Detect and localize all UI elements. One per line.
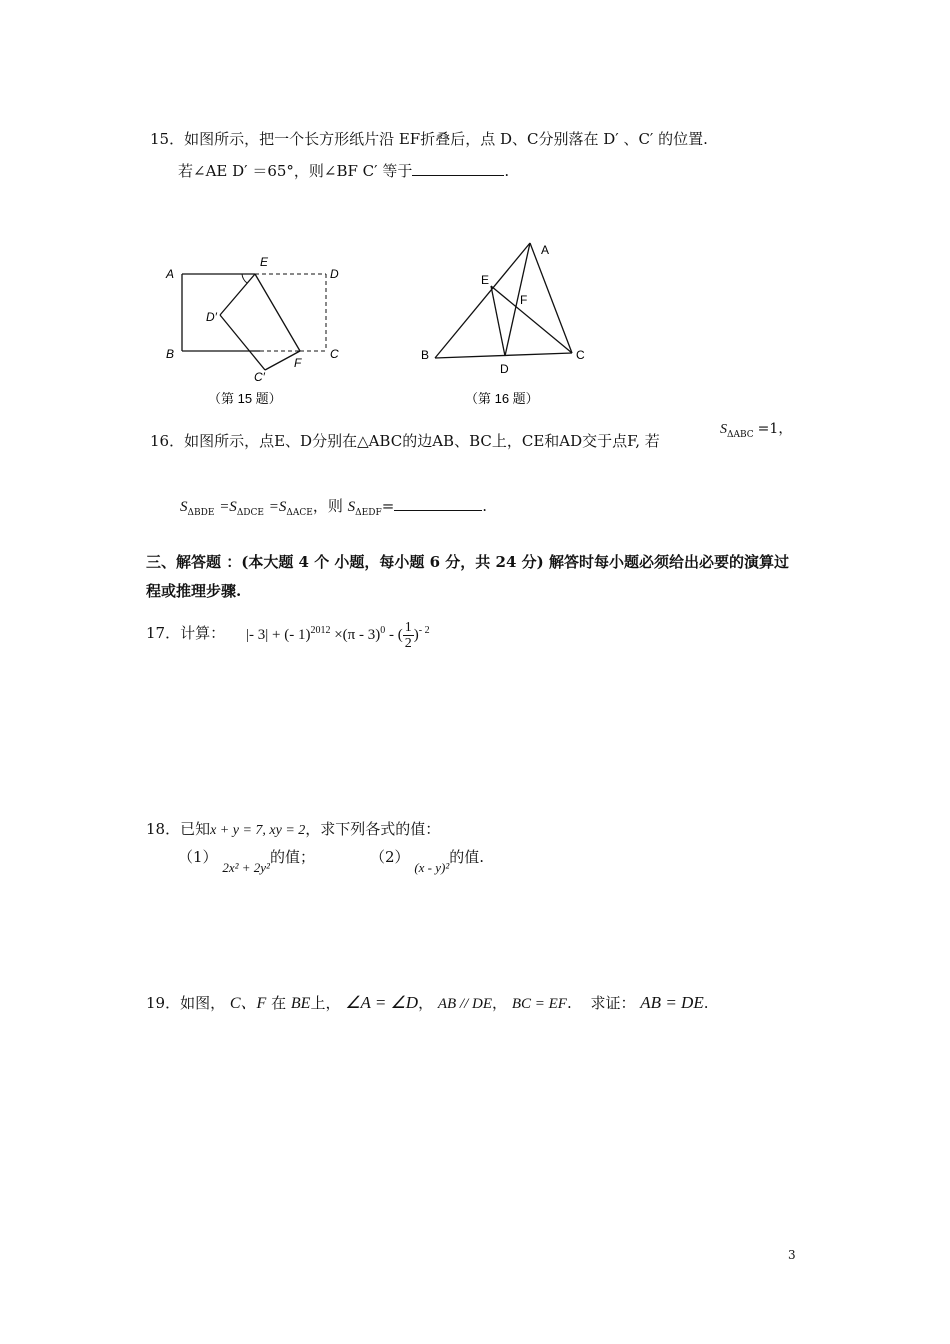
fig15-angle-arc	[242, 274, 247, 283]
q18-line1	[146, 818, 440, 839]
q15-answer-blank	[412, 161, 504, 176]
q19-sep1: ，	[418, 994, 434, 1012]
q19-label: 19．如图，	[146, 994, 226, 1012]
fig16-label-b: B	[421, 348, 430, 362]
q16-line2	[180, 495, 487, 518]
fig15-label-f: F	[294, 356, 302, 370]
fig16-edge-ac	[530, 243, 572, 353]
q19-sep2: ，	[492, 994, 508, 1012]
q16-cond-sub: ΔABC	[727, 430, 754, 440]
fig16-edge-bc	[435, 353, 572, 358]
q18-p2-label: （2）	[370, 848, 410, 866]
fig15-label-c-prime: C′	[254, 370, 265, 384]
q18-after: ，求下列各式的值：	[305, 820, 441, 838]
q15-line2	[178, 160, 509, 181]
q18-p2-expr: (x - y)²	[414, 860, 450, 875]
q18-condition: x + y = 7, xy = 2	[210, 823, 306, 838]
q16-s3: =S	[268, 499, 287, 515]
q16-sub4: ΔEDF	[355, 508, 382, 518]
q16-sub1: ΔBDE	[187, 508, 215, 518]
fig15-label-e: E	[260, 255, 269, 269]
fig15-label-b: B	[166, 347, 175, 361]
q17-frac-num: 1	[404, 620, 412, 635]
q16-sub2: ΔDCE	[236, 508, 264, 518]
figure-16	[415, 238, 615, 410]
q19-goal-dot: .	[703, 994, 709, 1012]
q17-expr-part3: - (	[388, 626, 403, 643]
q16-line1: 16．如图所示，点E、D分别在△ABC的边AB、BC上，CE和AD交于点F, 若	[150, 432, 660, 450]
q16-cond-eq: =1	[757, 421, 779, 437]
q16-sub3: ΔACE	[286, 508, 313, 518]
q16-eq: =	[381, 497, 395, 515]
q16-s4: S	[347, 499, 356, 515]
q19-equal-condition: BC = EF	[511, 996, 567, 1012]
q17-expr-part1: |- 3| + (- 1)	[246, 626, 311, 643]
fig15-label-d: D	[330, 267, 339, 281]
q16-s1: S	[180, 499, 188, 515]
q17-exp3: - 2	[418, 624, 430, 636]
q18-p2-tail: 的值.	[449, 848, 485, 866]
section3-heading-line1: 三、解答题 ：(本大题 4 个 小题，每小题 6 分，共 24 分) 解答时每小题必须给出必要的演算过	[146, 553, 789, 571]
q17-exp1: 2012	[310, 624, 331, 636]
q15-line1: 15．如图所示，把一个长方形纸片沿 EF折叠后，点 D、C分别落在 D′ 、C′ 的位置.	[150, 130, 708, 148]
q19-dot: .	[566, 994, 572, 1012]
figure-15	[160, 245, 360, 410]
q17-frac-den: 2	[404, 636, 412, 651]
fig16-label-e: E	[481, 273, 490, 287]
fig16-label-a: A	[541, 243, 550, 257]
q18-part1	[178, 846, 315, 875]
q16-cond-s: S	[720, 422, 727, 437]
fig15-label-c: C	[330, 347, 339, 361]
q16-then: ，则	[312, 497, 343, 515]
q17-close-paren: )	[413, 626, 419, 643]
q17-fraction	[403, 620, 414, 651]
q19-be: BE	[290, 995, 311, 1012]
section3-heading-line2: 程或推理步骤.	[146, 582, 242, 600]
fig16-edge-ab	[435, 243, 530, 358]
q18-part2	[370, 846, 485, 875]
q16-end: .	[482, 497, 488, 515]
q17-expression	[246, 620, 430, 651]
q16-condition	[720, 418, 792, 440]
fig15-caption: （第 15 题）	[208, 391, 282, 406]
q16-s2: =S	[219, 499, 237, 515]
q18-p1-tail: 的值；	[269, 848, 315, 866]
q16-cond-tail: ，	[778, 421, 793, 437]
q18-p1-expr: 2x² + 2y²	[222, 860, 270, 875]
q16-answer-blank	[394, 496, 482, 511]
q15-line2-end: .	[504, 162, 510, 180]
q19-parallel-condition: AB // DE	[437, 996, 493, 1012]
q18-label: 18．已知	[146, 820, 211, 838]
q19-on: 在	[271, 994, 287, 1012]
q19-prove-label: 求证：	[590, 994, 636, 1012]
fig16-caption: （第 16 题）	[465, 391, 539, 406]
q19-points: C、F	[229, 995, 267, 1012]
fig16-label-d: D	[500, 362, 509, 376]
fig15-label-a: A	[166, 267, 175, 281]
q19-goal: AB = DE	[640, 993, 704, 1012]
fig16-label-c: C	[576, 348, 585, 362]
fig15-fold-ef	[255, 274, 300, 351]
fig15-label-d-prime: D′	[206, 310, 217, 324]
q15-line2-text: 若∠AE D′ ＝65°，则∠BF C′ 等于	[178, 162, 413, 180]
q19-line	[146, 990, 708, 1013]
page-number: 3	[788, 1248, 796, 1262]
q18-p1-label: （1）	[178, 848, 218, 866]
q17-exp2: 0	[380, 624, 386, 636]
q17-expr-part2: ×(π - 3)	[334, 626, 381, 643]
q17-label: 17．计算：	[146, 624, 226, 642]
q19-angle-condition: ∠A = ∠D	[345, 993, 419, 1012]
fig16-label-f: F	[520, 293, 528, 307]
fig15-edge-dc-prime	[220, 315, 265, 370]
q19-on2: 上，	[310, 994, 341, 1012]
fig15-edge-ed-prime	[220, 274, 255, 315]
